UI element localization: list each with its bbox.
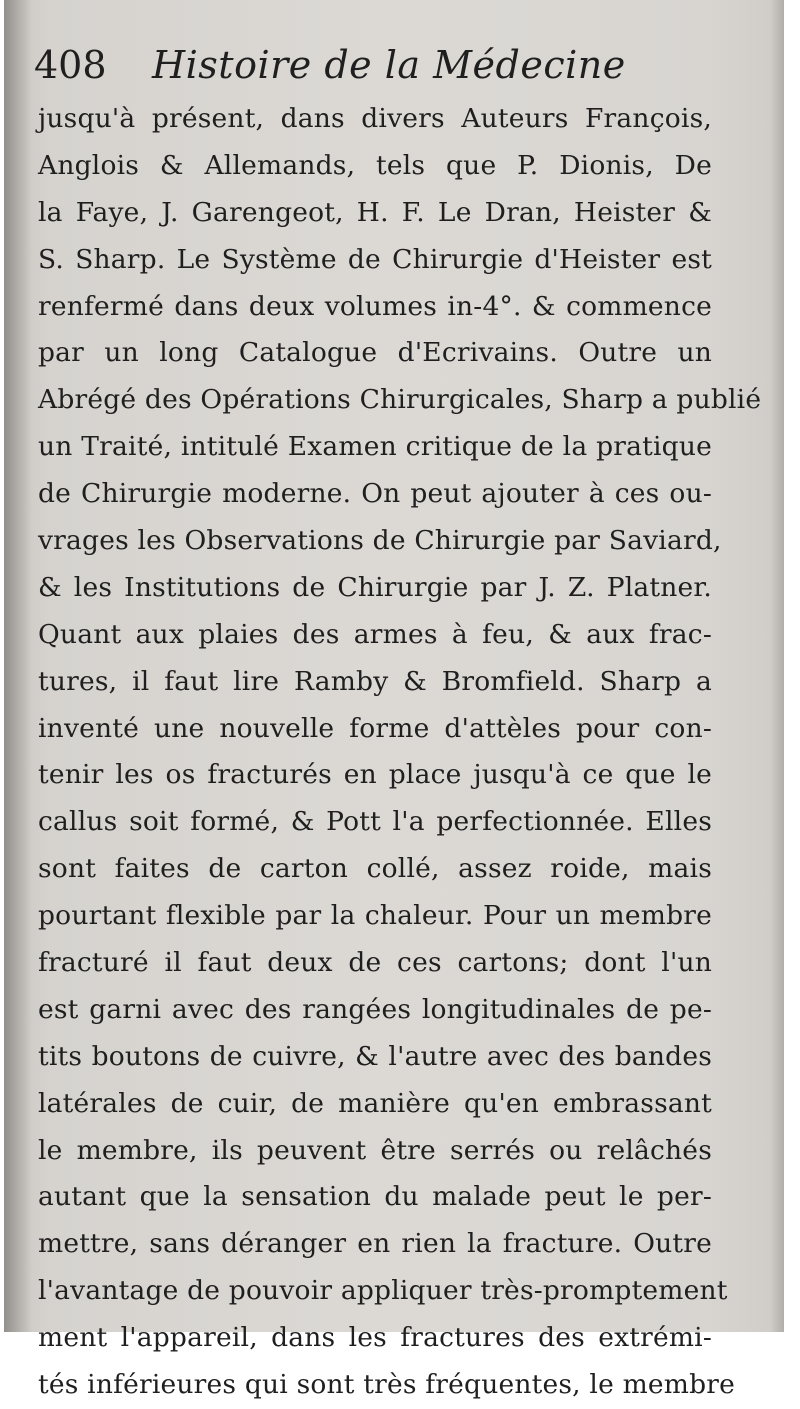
text-line: mettre, sans déranger en rien la fracture. Outre [38, 1228, 712, 1260]
text-line: latérales de cuir, de manière qu'en embrassant [38, 1087, 712, 1119]
text-line: le membre, ils peuvent être serrés ou relâchés [38, 1134, 712, 1166]
body-text [38, 96, 762, 1409]
text-line: un Traité, intitulé Examen critique de la pratique [38, 431, 712, 463]
text-line: la Faye, J. Garengeot, H. F. Le Dran, Heister & [38, 196, 712, 228]
text-line: jusqu'à présent, dans divers Auteurs François, [38, 103, 712, 134]
text-line: sont faites de carton collé, assez roide, mais [38, 853, 712, 885]
text-line: tits boutons de cuivre, & l'autre avec des bandes [38, 1040, 712, 1072]
text-line: Anglois & Allemands, tels que P. Dionis, De [38, 149, 712, 181]
text-line: de Chirurgie moderne. On peut ajouter à ces ou- [38, 478, 712, 510]
text-line: l'avantage de pouvoir appliquer très-promptement [38, 1275, 728, 1307]
text-line: tés inférieures qui sont très fréquentes, le membre [38, 1369, 736, 1401]
text-line: tures, il faut lire Ramby & Bromfield. Sharp a [38, 665, 712, 697]
text-line: Abrégé des Opérations Chirurgicales, Sharp a publié [38, 384, 762, 416]
text-line: inventé une nouvelle forme d'attèles pour con- [38, 712, 712, 744]
text-line: renfermé dans deux volumes in-4°. & commence [38, 290, 712, 322]
text-line: par un long Catalogue d'Ecrivains. Outre un [38, 337, 712, 369]
text-line: est garni avec des rangées longitudinales de pe- [38, 993, 712, 1025]
text-line: tenir les os fracturés en place jusqu'à ce que le [38, 759, 712, 791]
text-line: callus soit formé, & Pott l'a perfectionnée. Elles [38, 806, 712, 838]
text-line: & les Institutions de Chirurgie par J. Z. Platner. [38, 571, 712, 603]
text-line: S. Sharp. Le Système de Chirurgie d'Heister est [38, 243, 712, 275]
page-number: 408 [34, 43, 107, 87]
text-line: ment l'appareil, dans les fractures des extrémi- [38, 1322, 712, 1354]
text-line: autant que la sensation du malade peut le per- [38, 1181, 712, 1213]
text-line: pourtant flexible par la chaleur. Pour un membre [38, 900, 712, 932]
text-line: vrages les Observations de Chirurgie par Saviard, [38, 525, 722, 557]
page-header [34, 40, 754, 90]
text-line: Quant aux plaies des armes à feu, & aux frac- [38, 618, 712, 650]
running-title: Histoire de la Médecine [152, 43, 626, 87]
paper-sheet [4, 0, 784, 1401]
text-line: fracturé il faut deux de ces cartons; dont l'un [38, 947, 712, 979]
